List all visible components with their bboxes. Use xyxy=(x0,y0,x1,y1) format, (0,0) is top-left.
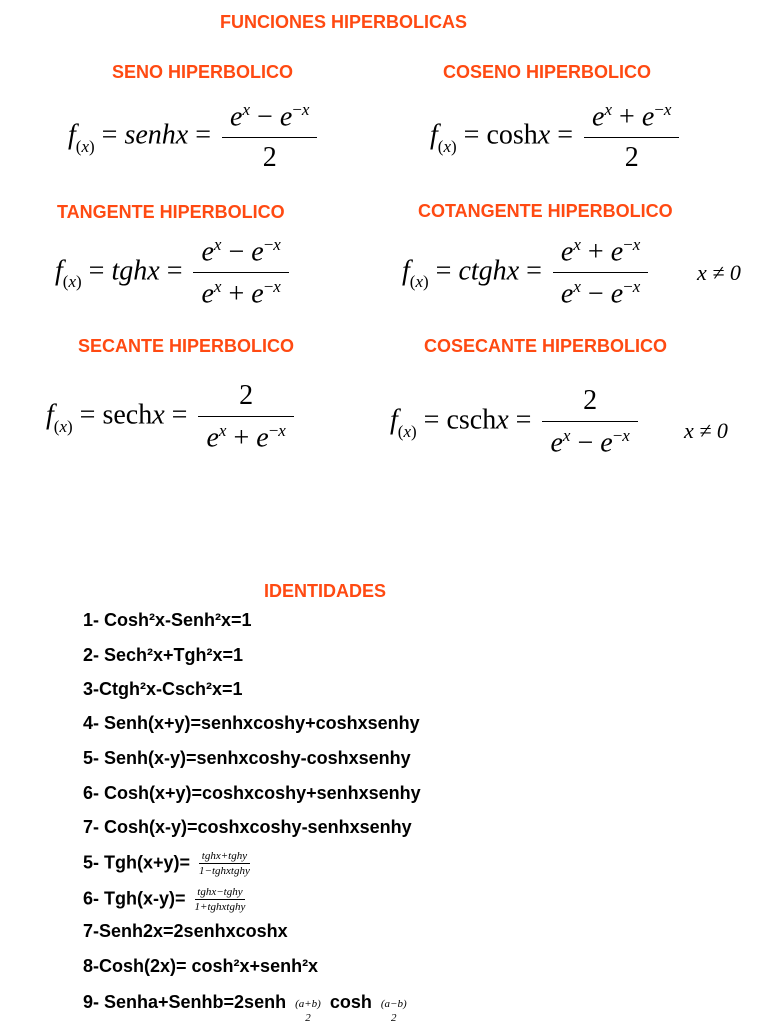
formula-senh: $f_{(x)}$ = senhx = $\frac{e^x - e^{-x}}{2}$ xyxy=(68,100,321,174)
identity-12-den-b: 2 xyxy=(391,1012,397,1024)
identity-12 xyxy=(83,990,407,1024)
identity-10: 7-Senh2x=2senhxcoshx xyxy=(83,921,288,941)
identity-9-fraction xyxy=(195,886,246,913)
heading-cotangente: COTANGENTE HIPERBOLICO xyxy=(418,201,673,221)
func-name: ctgh xyxy=(458,255,507,287)
heading-identidades: IDENTIDADES xyxy=(264,581,387,601)
formula-cosh: $f_{(x)} = \cosh x$ = $\frac{e^x + e^{-x}}{2}$ xyxy=(430,100,683,174)
heading-coseno: COSENO HIPERBOLICO xyxy=(443,62,652,82)
identity-8-fraction xyxy=(199,850,250,877)
func-name: cosh xyxy=(486,119,538,151)
heading-seno: SENO HIPERBOLICO xyxy=(112,62,294,82)
identity-7: 7- Cosh(x-y)=coshxcoshy-senhxsenhy xyxy=(83,817,412,837)
identity-9-num: tghx−tghy xyxy=(197,886,243,898)
identity-3: 3-Ctgh²x-Csch²x=1 xyxy=(83,679,243,699)
identity-12-label: 9- Senha+Senhb=2senh xyxy=(83,991,287,1012)
identity-12-num-a: (a+b) xyxy=(295,998,321,1010)
identity-4: 4- Senh(x+y)=senhxcoshy+coshxsenhy xyxy=(83,713,420,733)
identity-8-den: 1−tghxtghy xyxy=(199,865,250,877)
identity-8 xyxy=(83,850,250,877)
identity-2: 2- Sech²x+Tgh²x=1 xyxy=(83,645,244,665)
formula-tgh: $f_{(x)}$ = tghx = $\frac{e^x - e^{-x}}{e^x + e^{-x}}$ xyxy=(55,235,293,311)
func-name: tgh xyxy=(111,255,148,287)
identity-12-den-a: 2 xyxy=(305,1012,311,1024)
identity-9-label: 6- Tgh(x-y)= xyxy=(83,888,186,909)
page-title: FUNCIONES HIPERBOLICAS xyxy=(220,12,468,32)
identity-11: 8-Cosh(2x)= cosh²x+senh²x xyxy=(83,956,319,976)
identity-8-num: tghx+tghy xyxy=(201,850,248,862)
formula-ctgh: $f_{(x)}$ = ctghx = $\frac{e^x + e^{-x}}{e^x - e^{-x}}$ xyxy=(402,235,652,311)
heading-cosecante: COSECANTE HIPERBOLICO xyxy=(424,336,668,356)
identity-5: 5- Senh(x-y)=senhxcoshy-coshxsenhy xyxy=(83,748,411,768)
func-name: csch xyxy=(446,404,497,436)
identity-9 xyxy=(83,886,245,913)
formula-csch: $f_{(x)}$ = cschx = $\frac{2}{e^x - e^{-x}}$ xyxy=(390,385,642,459)
heading-tangente: TANGENTE HIPERBOLICO xyxy=(57,202,285,222)
func-name: senh xyxy=(124,119,176,151)
func-name: sech xyxy=(102,399,153,431)
identity-12-fraction-b xyxy=(381,998,407,1024)
heading-secante: SECANTE HIPERBOLICO xyxy=(78,336,295,356)
formula-sech: $f_{(x)}$ = sechx = $\frac{2}{e^x + e^{-x}}$ xyxy=(46,380,298,454)
identity-9-den: 1+tghxtghy xyxy=(194,901,246,913)
identity-1: 1- Cosh²x-Senh²x=1 xyxy=(83,610,252,630)
identity-12-num-b: (a−b) xyxy=(380,998,407,1010)
identity-12-cosh: cosh xyxy=(329,991,372,1012)
identity-6: 6- Cosh(x+y)=coshxcoshy+senhxsenhy xyxy=(83,783,421,803)
condition-ctgh: x ≠ 0 xyxy=(697,260,741,285)
condition-csch: x ≠ 0 xyxy=(684,418,728,443)
identity-8-label: 5- Tgh(x+y)= xyxy=(83,852,191,873)
identity-12-fraction-a xyxy=(295,998,321,1024)
